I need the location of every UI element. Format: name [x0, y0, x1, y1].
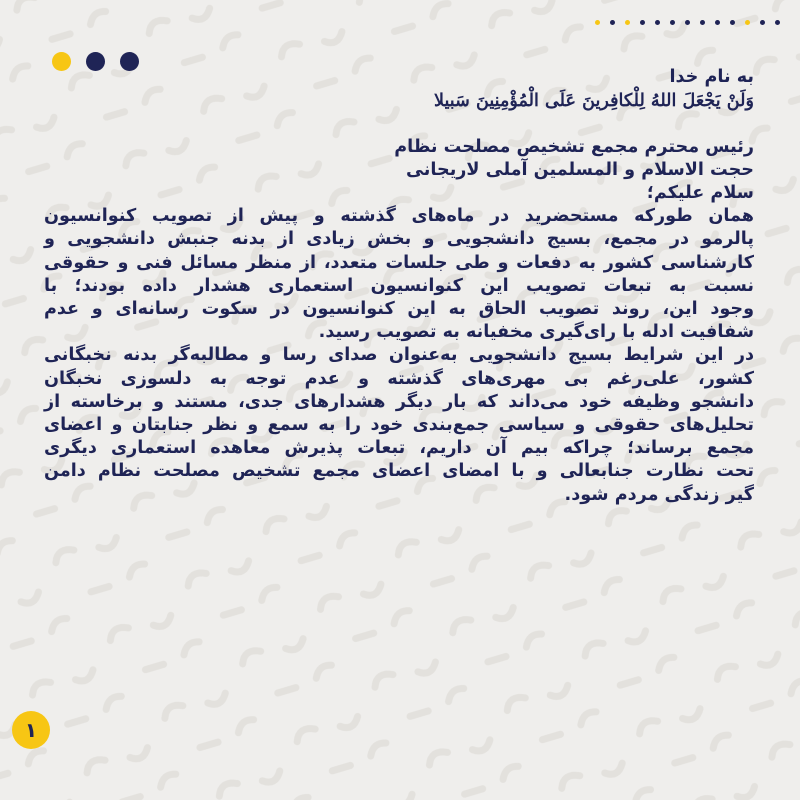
- opening-line: به نام خدا: [669, 67, 754, 87]
- paragraph-line: کشور، علی‌رغم بی مهری‌های گذشته و عدم توجه به دلسوزی نخبگان: [44, 368, 754, 389]
- letter-body: [44, 66, 754, 676]
- dot-navy: [655, 20, 660, 25]
- greeting: سلام علیکم؛: [646, 183, 754, 203]
- dot-yellow: [595, 20, 600, 25]
- dot-navy: [730, 20, 735, 25]
- dot-navy: [775, 20, 780, 25]
- paragraph-line: در این شرایط بسیج دانشجویی به‌عنوان صدای رسا و مطالبه‌گر بدنه نخبگانی: [44, 345, 754, 366]
- paragraph-line: تحلیل‌های حقوقی و سیاسی جمع‌بندی خود را به سمع و نظر جنابتان و اعضای: [44, 415, 754, 436]
- recipient-name: حجت الاسلام و المسلمین آملی لاریجانی: [406, 159, 754, 180]
- paragraph-line: کارشناسی کشور به دفعات و طی جلسات متعدد، از منظر مسائل فنی و حقوقی: [44, 252, 754, 273]
- dot-navy: [610, 20, 615, 25]
- dot-navy: [640, 20, 645, 25]
- paragraph-2: [44, 344, 754, 506]
- spacer: [44, 112, 754, 135]
- paragraph-line: مجمع برساند؛ چراکه بیم آن داریم، تبعات پذیرش معاهده استعماری دیگری: [44, 438, 754, 459]
- paragraph-line: دانشجو وظیفه خود می‌داند که بار دیگر هشدارهای جدی، مستند و برخاسته از: [44, 391, 754, 412]
- dot-yellow: [745, 20, 750, 25]
- paragraph-1: [44, 205, 754, 344]
- quran-verse: وَلَنْ یَجْعَلَ اللهُ لِلْکافِرینَ عَلَی الْمُؤْمِنِینَ سَبیلا: [433, 90, 754, 112]
- dot-navy: [760, 20, 765, 25]
- recipient-title: رئیس محترم مجمع تشخیص مصلحت نظام: [394, 136, 754, 157]
- dot-navy: [670, 20, 675, 25]
- dot-yellow: [625, 20, 630, 25]
- paragraph-line: پالرمو در مجمع، بسیج دانشجویی و بخش زیادی از بدنه جنبش دانشجویی و: [44, 229, 754, 250]
- page-number: ۱: [24, 718, 38, 742]
- top-dots-decoration: [595, 20, 780, 25]
- paragraph-line: تحت نظارت جنابعالی و با امضای اعضای مجمع تشخیص مصلحت نظام دامن: [44, 461, 754, 482]
- dot-navy: [715, 20, 720, 25]
- paragraph-line: وجود این، روند تصویب الحاق به این کنوانسیون در سکوت رسانه‌ای و عدم: [44, 299, 754, 320]
- dot-navy: [685, 20, 690, 25]
- dot-navy: [700, 20, 705, 25]
- paragraph-line: شفافیت ادله با رای‌گیری مخفیانه به تصویب رسید.: [318, 322, 754, 343]
- page-number-badge: [12, 711, 50, 749]
- paragraph-line: نسبت به تبعات تصویب این کنوانسیون استعماری هشدار داده بودند؛ با: [44, 275, 754, 296]
- paragraph-line: همان طورکه مستحضرید در ماه‌های گذشته و پیش از تصویب کنوانسیون: [44, 206, 754, 227]
- paragraph-line: گیر زندگی مردم شود.: [564, 484, 754, 505]
